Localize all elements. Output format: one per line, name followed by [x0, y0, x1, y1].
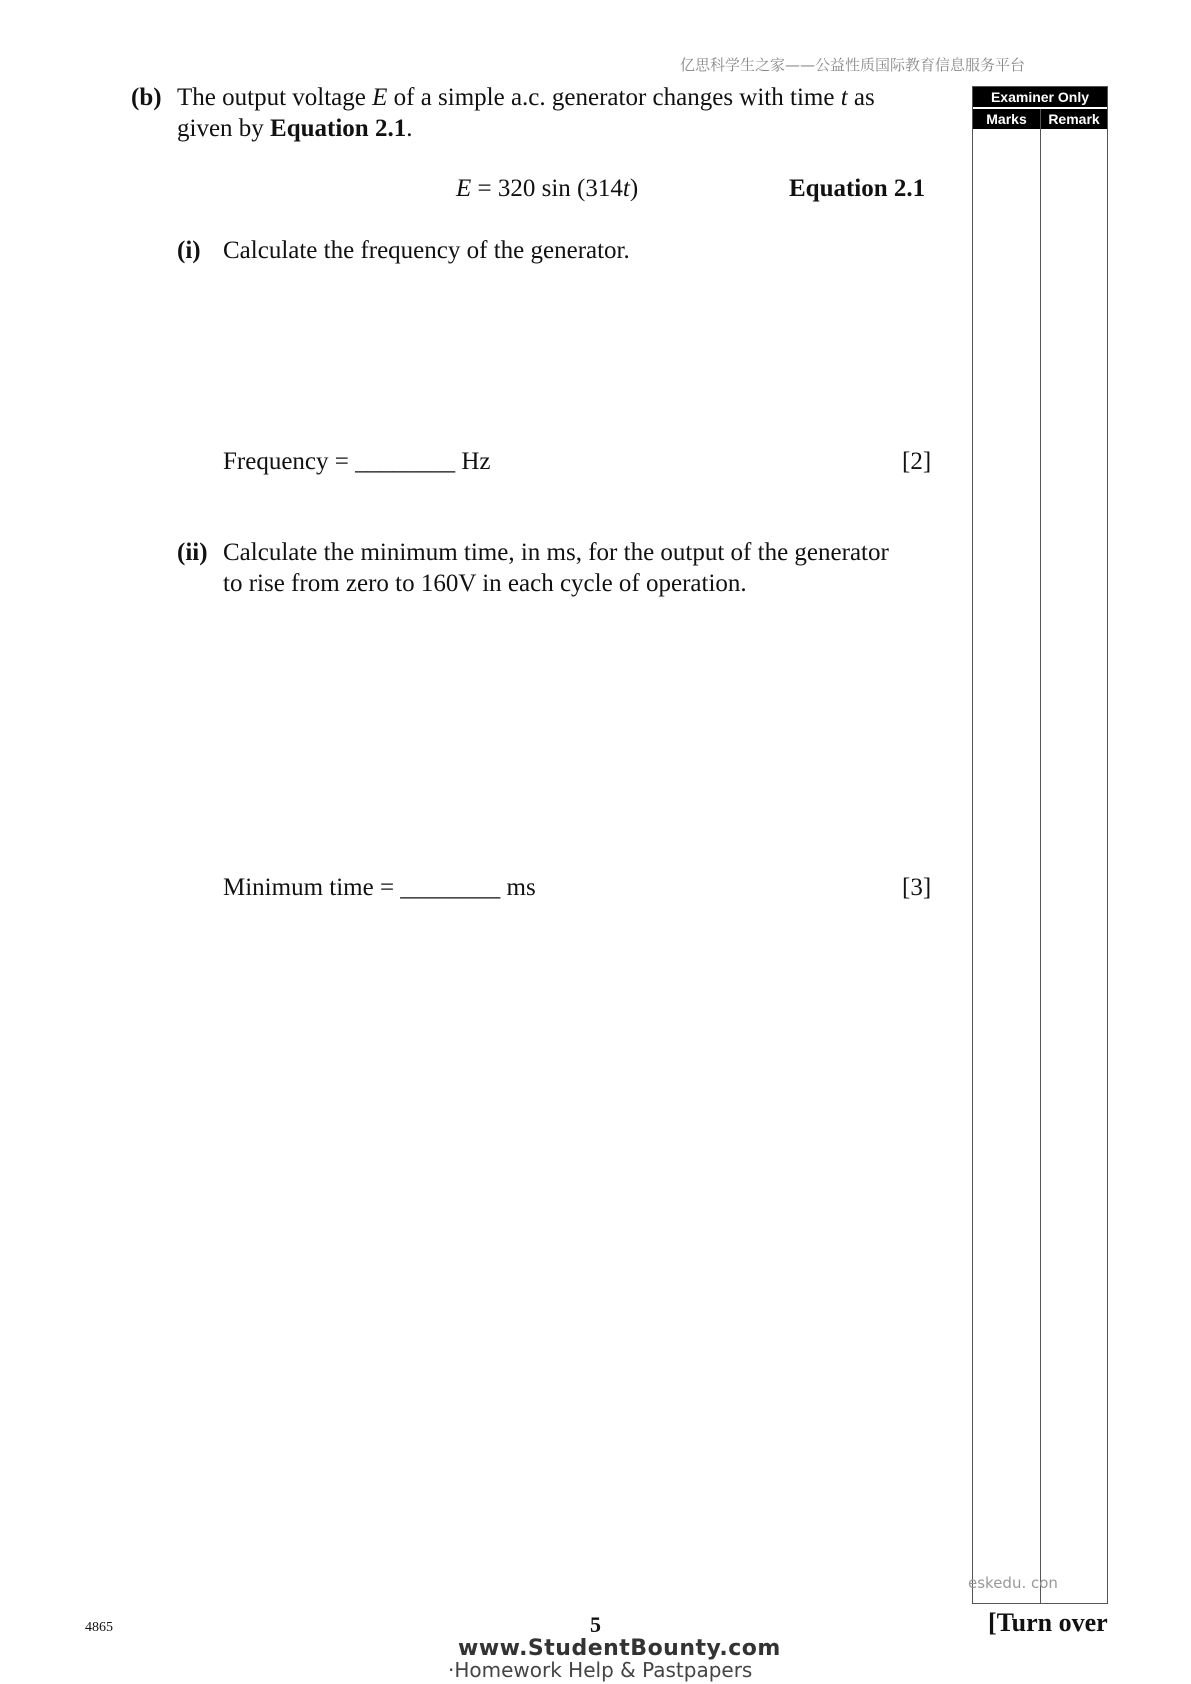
- question-intro-line-2: [177, 113, 412, 144]
- part-i-text: Calculate the frequency of the generator.: [223, 237, 630, 264]
- studentbounty-url[interactable]: www.StudentBounty.com: [458, 1636, 781, 1661]
- variable-e: E: [372, 84, 388, 111]
- part-ii-marks: [3]: [902, 874, 932, 901]
- minimum-time-answer-line[interactable]: Minimum time = ________ ms: [223, 874, 536, 901]
- column-divider: [1040, 109, 1041, 1603]
- paper-code: 4865: [85, 1620, 113, 1635]
- part-ii-label: (ii): [177, 539, 208, 566]
- turn-over-label: [Turn over: [988, 1608, 1108, 1637]
- marks-column-header: Marks: [973, 109, 1040, 129]
- remark-column-header: Remark: [1041, 109, 1107, 129]
- examiner-only-title: Examiner Only: [973, 87, 1107, 107]
- part-ii-text-line-2: to rise from zero to 160V in each cycle of operation.: [223, 570, 747, 597]
- equation-reference: Equation 2.1: [270, 115, 407, 142]
- intro-text: .: [406, 115, 413, 142]
- equation: [456, 173, 638, 204]
- intro-text: given by: [177, 115, 271, 142]
- question-intro-line-1: [177, 82, 875, 113]
- page-number: 5: [590, 1612, 601, 1637]
- intro-text: as: [847, 84, 875, 111]
- header-banner: 亿思科学生之家——公益性质国际教育信息服务平台: [680, 56, 1026, 74]
- equation-lhs: E: [456, 175, 472, 202]
- equation-rhs-close: ): [629, 175, 639, 202]
- part-i-marks: [2]: [902, 448, 932, 475]
- watermark: eskedu. con: [968, 1574, 1058, 1592]
- intro-text: The output voltage: [177, 84, 373, 111]
- question-label: (b): [131, 84, 162, 111]
- equation-label: Equation 2.1: [789, 175, 926, 202]
- frequency-answer-line[interactable]: Frequency = ________ Hz: [223, 448, 491, 475]
- intro-text: of a simple a.c. generator changes with time: [387, 84, 841, 111]
- studentbounty-tagline: ·Homework Help & Pastpapers: [448, 1658, 753, 1682]
- equation-variable: t: [622, 175, 630, 202]
- variable-t: t: [840, 84, 848, 111]
- part-i-label: (i): [177, 237, 201, 264]
- examiner-only-box: [972, 86, 1108, 1604]
- part-ii-text-line-1: Calculate the minimum time, in ms, for the output of the generator: [223, 539, 889, 566]
- equation-rhs: = 320 sin (314: [471, 175, 623, 202]
